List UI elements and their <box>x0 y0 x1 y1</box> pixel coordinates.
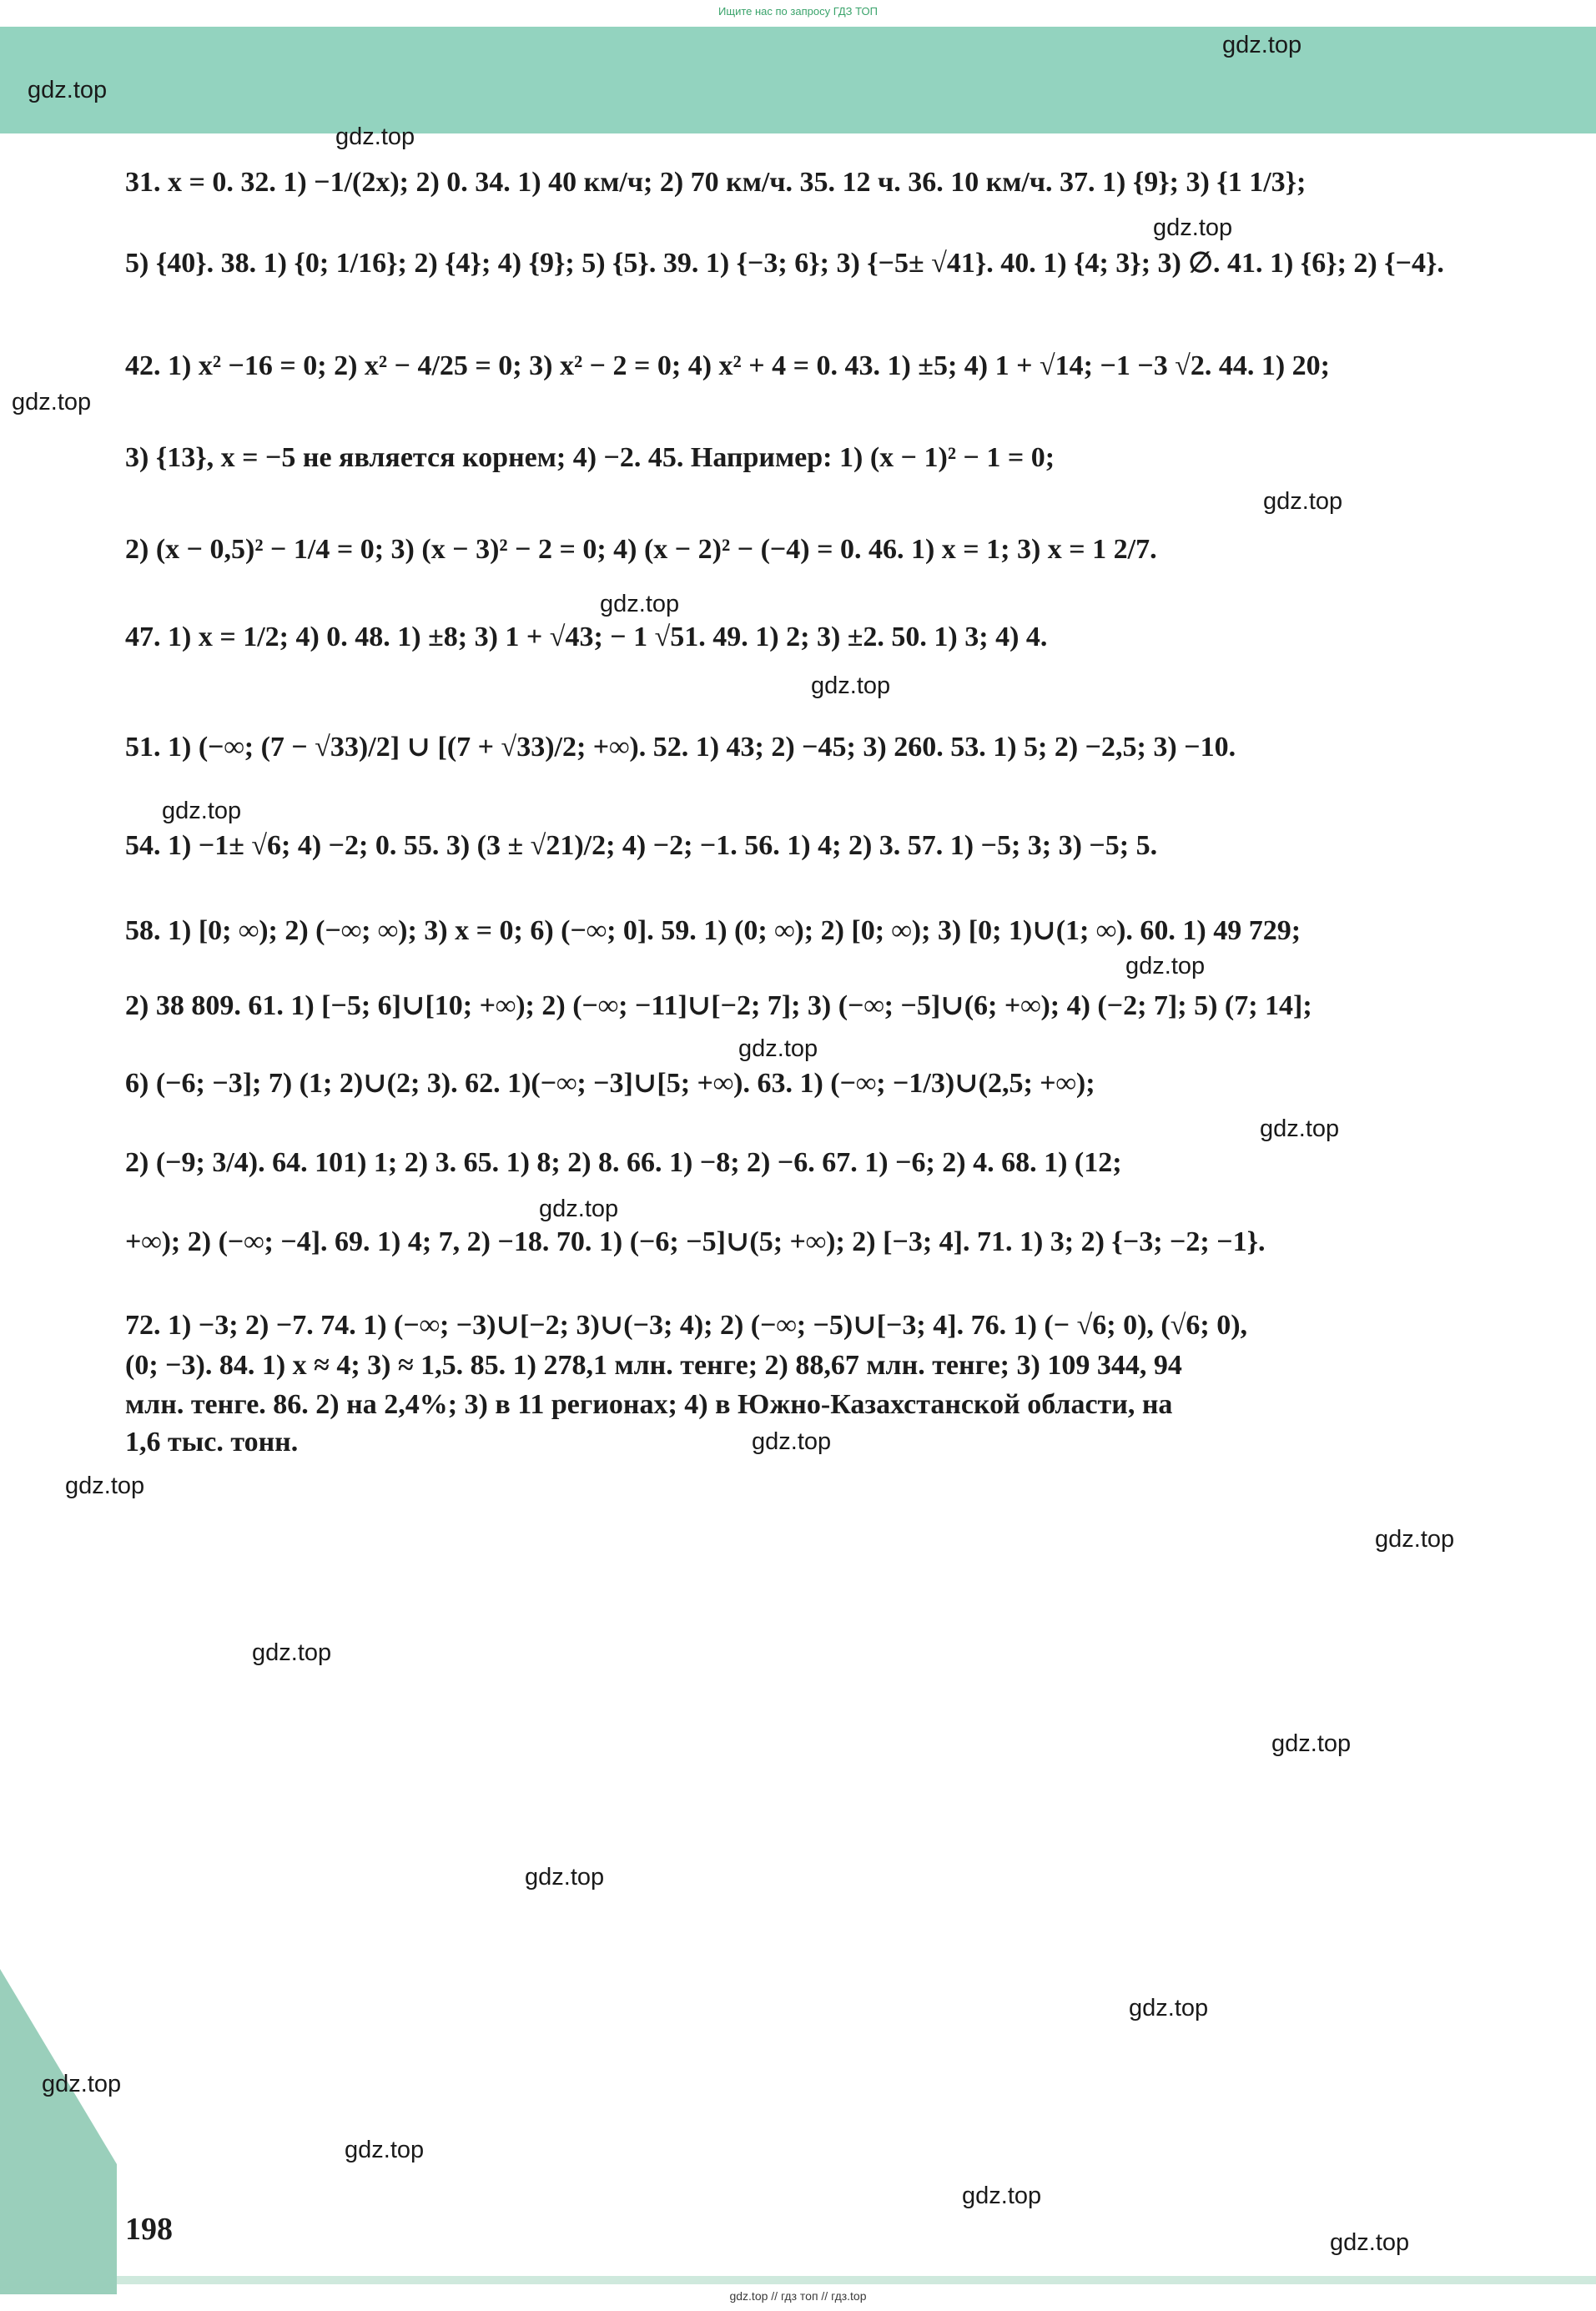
watermark: gdz.top <box>811 672 891 699</box>
watermark: gdz.top <box>600 591 680 617</box>
top-note: Ищите нас по запросу ГДЗ ТОП <box>718 5 878 18</box>
watermark: gdz.top <box>65 1473 145 1499</box>
watermark: gdz.top <box>1263 488 1343 515</box>
answer-line: 31. x = 0. 32. 1) −1/(2x); 2) 0. 34. 1) 40 км/ч; 2) 70 км/ч. 35. 12 ч. 36. 10 км/ч. 37. 1) {9}; 3) {1 1/3}; <box>125 167 1307 198</box>
answer-line: 54. 1) −1± √6; 4) −2; 0. 55. 3) (3 ± √21)/2; 4) −2; −1. 56. 1) 4; 2) 3. 57. 1) −5; 3; 3) −5; 5. <box>125 830 1158 861</box>
watermark: gdz.top <box>539 1196 619 1222</box>
answer-line: 51. 1) (−∞; (7 − √33)/2] ∪ [(7 + √33)/2; +∞). 52. 1) 43; 2) −45; 3) 260. 53. 1) 5; 2) −2,5; 3) −10. <box>125 732 1236 763</box>
watermark: gdz.top <box>1260 1115 1340 1142</box>
watermark: gdz.top <box>345 2137 425 2163</box>
answer-line: 3) {13}, x = −5 не является корнем; 4) −2. 45. Например: 1) (x − 1)² − 1 = 0; <box>125 442 1055 473</box>
bottom-strip <box>117 2276 1596 2284</box>
answer-line: (0; −3). 84. 1) x ≈ 4; 3) ≈ 1,5. 85. 1) 278,1 млн. тенге; 2) 88,67 млн. тенге; 3) 109 344, 94 <box>125 1350 1182 1381</box>
watermark: gdz.top <box>962 2183 1042 2209</box>
watermark: gdz.top <box>1153 214 1233 241</box>
watermark: gdz.top <box>1375 1526 1455 1553</box>
answer-line: 2) (−9; 3/4). 64. 101) 1; 2) 3. 65. 1) 8; 2) 8. 66. 1) −8; 2) −6. 67. 1) −6; 2) 4. 68. 1) (12; <box>125 1147 1122 1178</box>
watermark: gdz.top <box>1330 2229 1410 2256</box>
watermark: gdz.top <box>1125 953 1206 979</box>
answer-line: 47. 1) x = 1/2; 4) 0. 48. 1) ±8; 3) 1 + √43; − 1 √51. 49. 1) 2; 3) ±2. 50. 1) 3; 4) 4. <box>125 622 1048 652</box>
watermark: gdz.top <box>28 77 108 103</box>
watermark: gdz.top <box>12 389 92 415</box>
answer-line: 2) (x − 0,5)² − 1/4 = 0; 3) (x − 3)² − 2 = 0; 4) (x − 2)² − (−4) = 0. 46. 1) x = 1; 3) x = 1 2/7. <box>125 534 1157 565</box>
answer-line: 42. 1) x² −16 = 0; 2) x² − 4/25 = 0; 3) x² − 2 = 0; 4) x² + 4 = 0. 43. 1) ±5; 4) 1 + √14; −1 −3 √2. 44. 1) 20; <box>125 350 1331 381</box>
footer-note: gdz.top // гдз топ // гдз.top <box>729 2289 867 2303</box>
answer-line: 58. 1) [0; ∞); 2) (−∞; ∞); 3) x = 0; 6) (−∞; 0]. 59. 1) (0; ∞); 2) [0; ∞); 3) [0; 1)∪(1; ∞). 60. 1) 49 729; <box>125 915 1301 946</box>
watermark: gdz.top <box>738 1035 818 1062</box>
page-number: 198 <box>125 2212 173 2247</box>
answer-line: 5) {40}. 38. 1) {0; 1/16}; 2) {4}; 4) {9}; 5) {5}. 39. 1) {−3; 6}; 3) {−5± √41}. 40. 1) {4; 3}; 3) ∅. 41. 1) {6}; 2) {−4}. <box>125 248 1444 279</box>
watermark: gdz.top <box>1271 1730 1352 1757</box>
watermark: gdz.top <box>1129 1995 1209 2021</box>
top-bar <box>0 0 1596 25</box>
answer-line: 2) 38 809. 61. 1) [−5; 6]∪[10; +∞); 2) (−∞; −11]∪[−2; 7]; 3) (−∞; −5]∪(6; +∞); 4) (−2; 7]; 5) (7; 14]; <box>125 990 1312 1021</box>
watermark: gdz.top <box>335 123 415 150</box>
answer-line: 6) (−6; −3]; 7) (1; 2)∪(2; 3). 62. 1)(−∞; −3]∪[5; +∞). 63. 1) (−∞; −1/3)∪(2,5; +∞); <box>125 1068 1095 1099</box>
watermark: gdz.top <box>162 798 242 824</box>
answer-line: млн. тенге. 86. 2) на 2,4%; 3) в 11 регионах; 4) в Южно-Казахстанской области, на <box>125 1389 1173 1420</box>
watermark: gdz.top <box>525 1864 605 1891</box>
watermark: gdz.top <box>752 1428 832 1455</box>
watermark: gdz.top <box>42 2071 122 2097</box>
watermark: gdz.top <box>1222 32 1302 58</box>
header-band <box>0 27 1596 133</box>
watermark: gdz.top <box>252 1639 332 1666</box>
answer-line: +∞); 2) (−∞; −4]. 69. 1) 4; 7, 2) −18. 70. 1) (−6; −5]∪(5; +∞); 2) [−3; 4]. 71. 1) 3; 2) {−3; −2; −1}. <box>125 1226 1266 1257</box>
answer-line: 1,6 тыс. тонн. <box>125 1427 299 1458</box>
answer-line: 72. 1) −3; 2) −7. 74. 1) (−∞; −3)∪[−2; 3)∪(−3; 4); 2) (−∞; −5)∪[−3; 4]. 76. 1) (− √6; 0), (√6; 0), <box>125 1310 1248 1341</box>
